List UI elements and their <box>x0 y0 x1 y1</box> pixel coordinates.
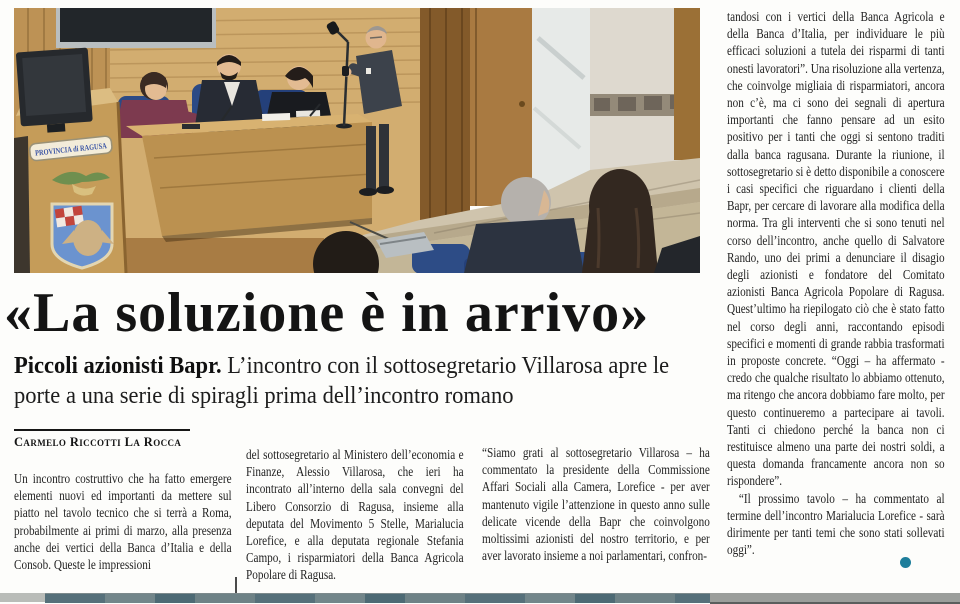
subhead-text: L’incontro con il sottosegretario Villarosa apre le porte a una serie di spiragli prima dell’incontro romano <box>14 352 670 409</box>
column-divider-tick <box>235 577 237 594</box>
next-section-crop <box>0 593 960 602</box>
article-column-1: Un incontro costruttivo che ha fatto emergere elementi nuovi ed importanti da mettere sul piatto nel tavolo tecnico che si terrà a Roma, probabilmente ai primi di marzo, alla presenza anche dei vertici della Banca d’Italia e della Consob. Queste le impressioni <box>14 471 232 573</box>
column-4-paragraph-2: “Il prossimo tavolo – ha commentato al termine dell’incontro Marialucia Lorefice - sarà dirimente per tanti temi che sono stati sollevati oggi”. <box>727 490 945 558</box>
papers <box>262 113 290 121</box>
strip-segment <box>0 593 45 602</box>
door-frame-right <box>674 8 700 160</box>
bright-doorway <box>532 8 590 196</box>
conference-desk <box>126 104 372 242</box>
computer-monitor <box>16 48 94 135</box>
end-of-article-marker <box>900 557 911 568</box>
provincia-banner-text: PROVINCIA di RAGUSA <box>34 139 126 158</box>
conference-room-scene <box>14 8 700 273</box>
headline: «La soluzione è in arrivo» <box>4 282 650 344</box>
shadow-left <box>14 136 30 273</box>
article-column-2: del sottosegretario al Ministero dell’economia e Finanze, Alessio Villarosa, che ieri ha incontrato all’interno della sala convegni del Libero Consorzio di Ragusa, insieme alla deputata del Movimento 5 Stelle, Marialucia Lorefice, e alla deputata regionale Stefania Campo, i risparmiatori della Banca Agricola Popolare di Ragusa. <box>246 447 464 583</box>
wood-door <box>470 8 532 206</box>
byline: Carmelo Riccotti La Rocca <box>14 429 190 450</box>
column-4-paragraph-1: tandosi con i vertici della Banca Agricola e della Banca d’Italia, per individuare le più efficaci soluzioni a tutela dei risparmi di tanti onesti lavoratori”. Una risoluzione alla vertenza, che coinvolge migliaia di risparmiatori, ancora non c’è, ma ci sono dei segnali di apertura importanti che fanno pensare ad un esito positivo per i tanti che oggi si sentono traditi dalla banca ragusana. Durante la riunione, il sottosegretario si è detto disponibile a conoscere i casi specifici che riguardano i clienti della Bapr, per cercare di lavorare alla modifica della norma. Tra gli interventi che si sono tenuti nel corso dell’incontro, anche quello di Salvatore Rando, uno dei primi a denunciare il disagio degli azionisti e fondatore del Comitato azionisti Banca Agricola Popolare di Ragusa. Quest’ultimo ha riepilogato ciò che è stato fatto nel corso degli anni, raccontando episodi specifici e momenti di grande rabbia trasformati in proposte concrete. “Oggi – ha affermato - credo che qualche risultato lo abbiamo ottenuto, ma ritengo che ancora dobbiamo fare molto, per questo continueremo a partecipare ai tavoli. Tanti ci chiedono perché la banca non ci restituisce almeno una parte dei nostri soldi, a questa domanda francamente ancora non so rispondere”. <box>727 9 945 489</box>
door-handle <box>519 101 525 107</box>
tablet <box>182 124 200 129</box>
subhead-kicker: Piccoli azionisti Bapr. <box>14 352 222 379</box>
article-column-4 <box>727 8 945 583</box>
article-column-3: “Siamo grati al sottosegretario Villarosa – ha commentato la presidente della Commissione Affari Sociali alla Camera, Lorefice - per aver mantenuto vigile l’attenzione in questo anno sulle delicate vicende della Bapr che coinvolgono moltissimi azionisti del nostro territorio, e per aver lavorato insieme a noi parlamentari, confron- <box>482 445 710 564</box>
crest-shield <box>52 204 114 268</box>
article-photo <box>14 8 700 273</box>
strip-segment <box>710 593 960 604</box>
subhead <box>14 351 718 411</box>
tv-screen <box>56 8 216 48</box>
